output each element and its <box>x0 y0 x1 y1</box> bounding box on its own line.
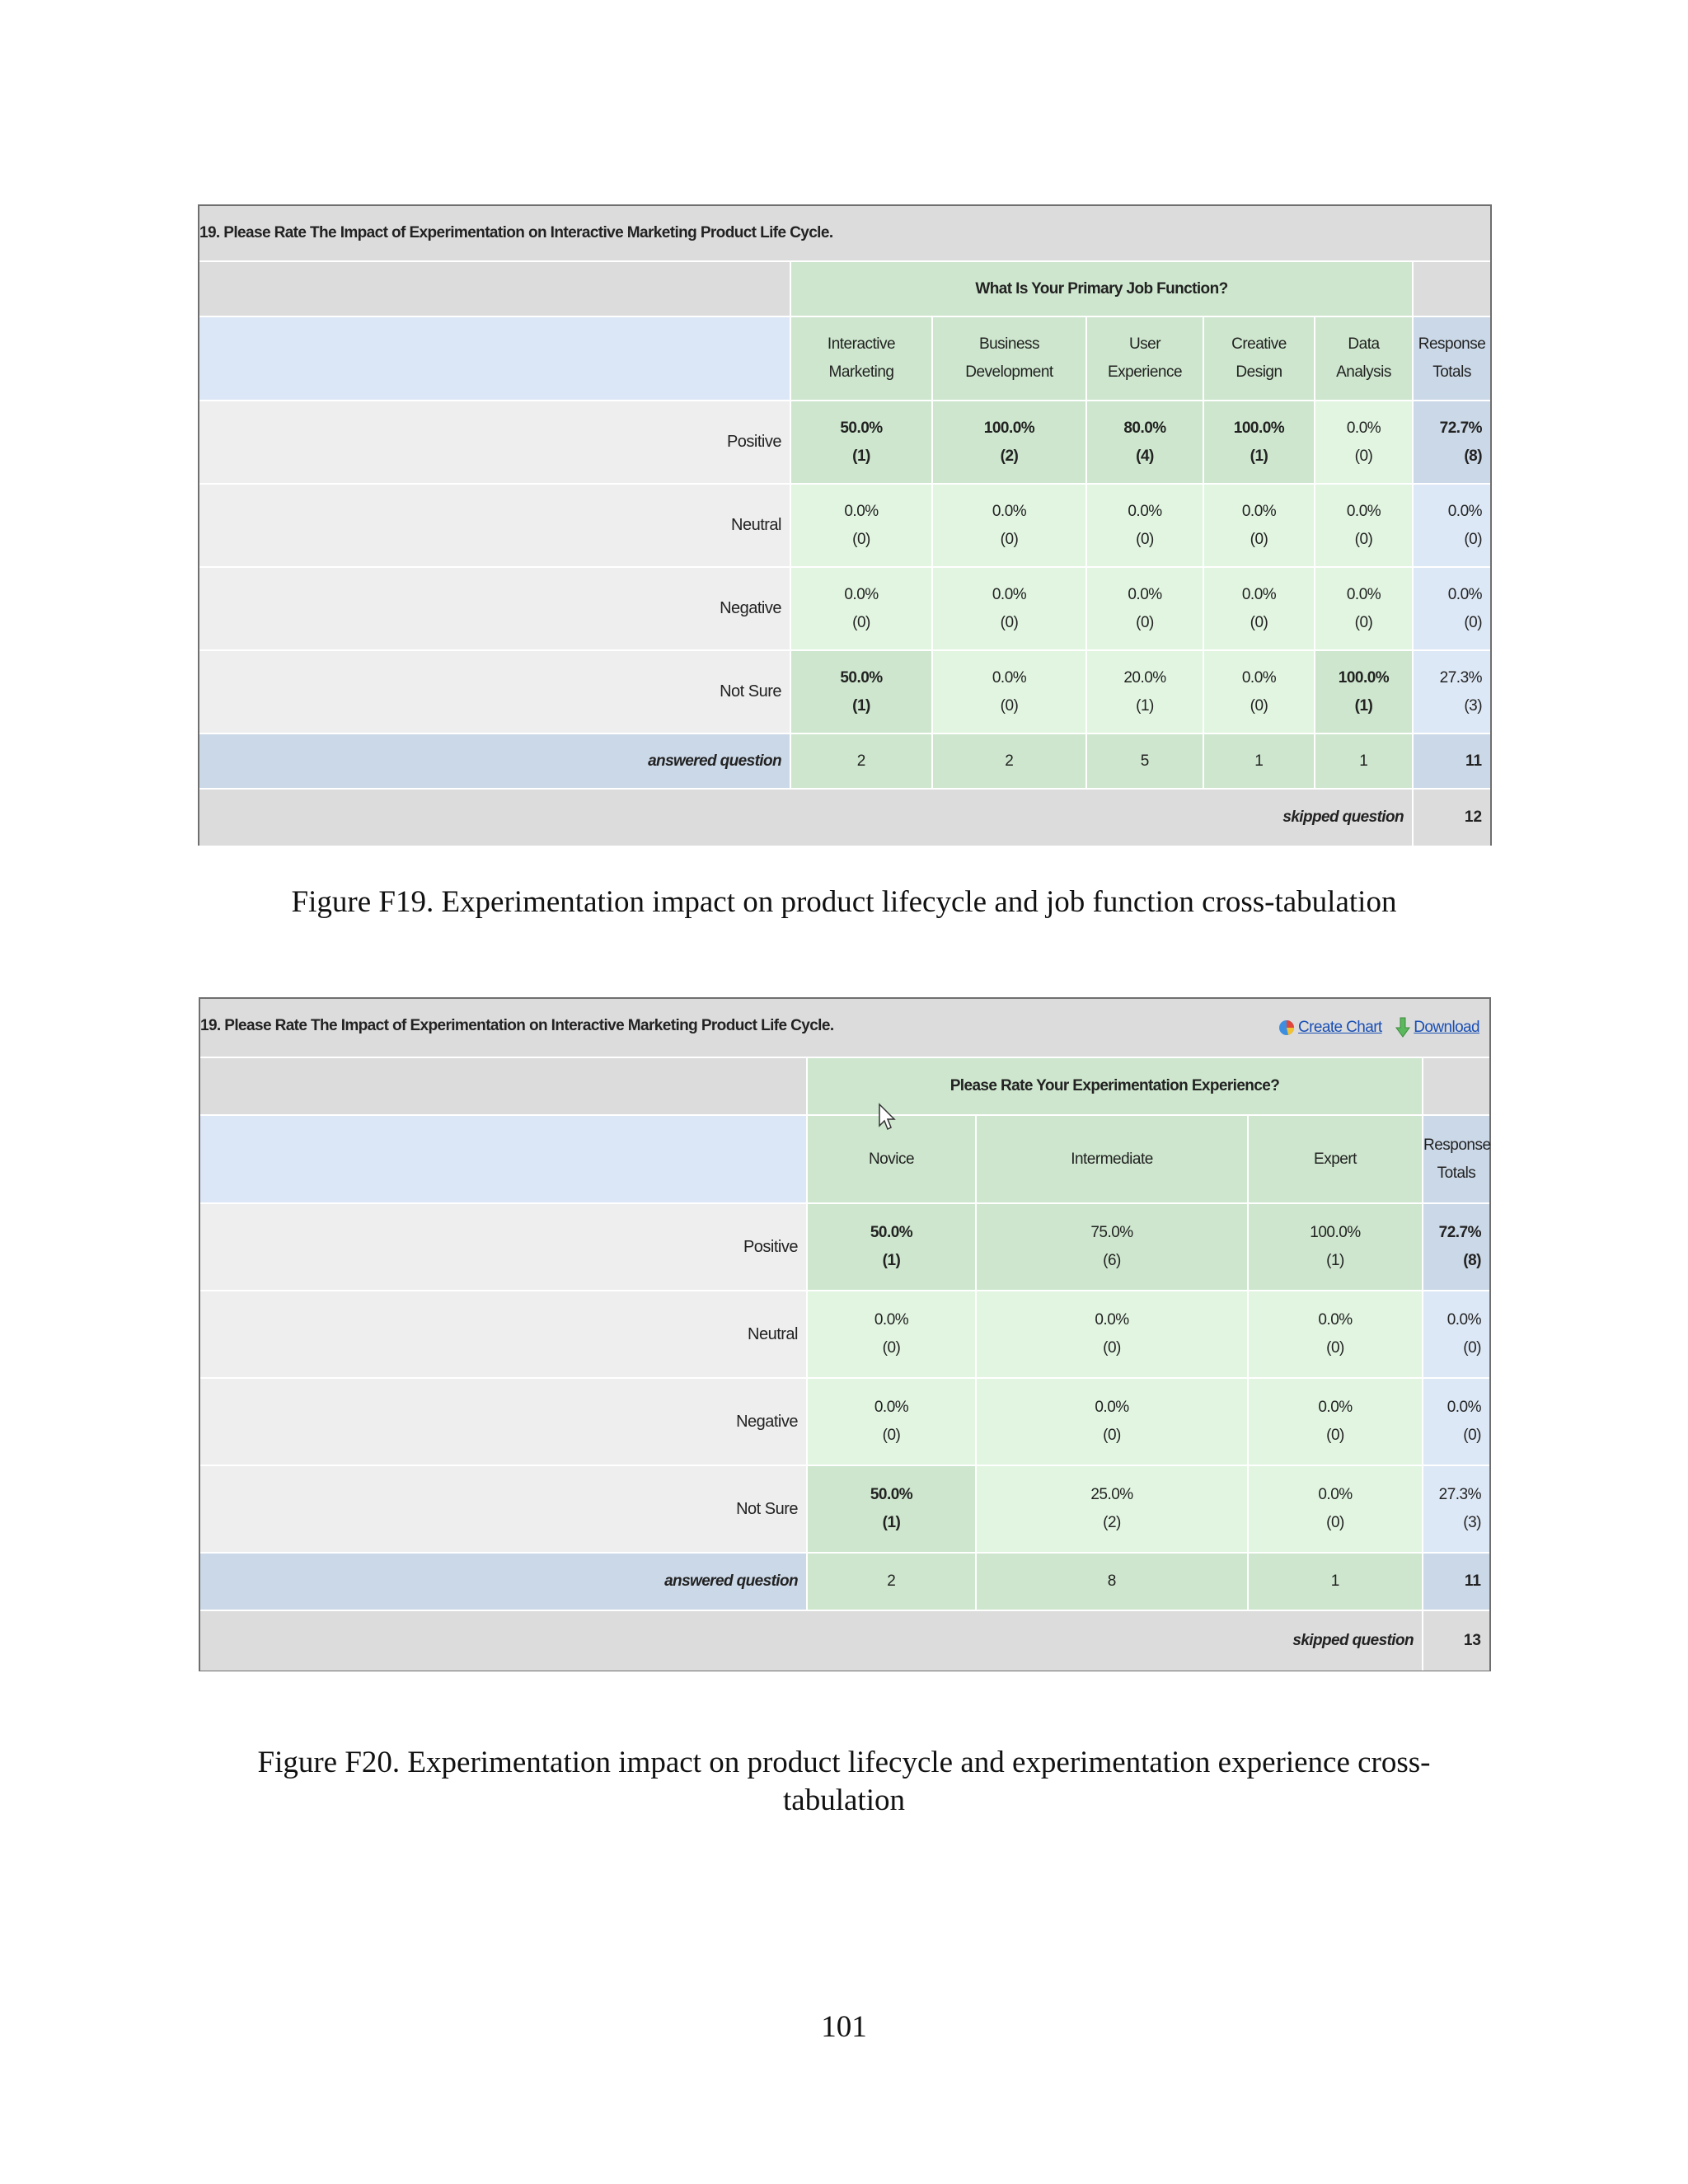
column-header: Expert <box>1249 1116 1423 1204</box>
row-total: 27.3% (3) <box>1423 1466 1489 1554</box>
row-label: Not Sure <box>200 1466 808 1554</box>
row-total: 27.3% (3) <box>1414 651 1490 734</box>
page-number: 101 <box>821 2010 867 2044</box>
table-cell: 0.0% (0) <box>1204 651 1315 734</box>
column-header: Intermediate <box>977 1116 1249 1204</box>
table-cell: 20.0% (1) <box>1087 651 1204 734</box>
row-label: Neutral <box>200 1291 808 1379</box>
skipped-question-label: skipped question <box>200 1611 1423 1671</box>
create-chart-link[interactable]: Create Chart <box>1298 1019 1382 1037</box>
answered-count: 2 <box>791 734 933 790</box>
answered-question-label: answered question <box>199 734 791 790</box>
table-cell: 100.0% (1) <box>1315 651 1414 734</box>
table-cell: 80.0% (4) <box>1087 401 1204 485</box>
table-row <box>200 1379 1489 1466</box>
row-total: 0.0% (0) <box>1414 485 1490 568</box>
table-cell: 0.0% (0) <box>1249 1466 1423 1554</box>
answered-count: 5 <box>1087 734 1204 790</box>
row-total: 72.7% (8) <box>1423 1204 1489 1291</box>
table-cell: 0.0% (0) <box>933 651 1087 734</box>
response-totals-header: Response Totals <box>1414 317 1490 401</box>
figure-caption: Figure F20. Experimentation impact on product lifecycle and experimentation experience cross- tabulation <box>257 1746 1431 1817</box>
table-cell: 0.0% (0) <box>933 568 1087 651</box>
row-total: 72.7% (8) <box>1414 401 1490 485</box>
answered-row <box>199 734 1490 790</box>
table-cell: 50.0% (1) <box>791 651 933 734</box>
table-cell: 50.0% (1) <box>791 401 933 485</box>
row-label: Neutral <box>199 485 791 568</box>
skipped-question-label: skipped question <box>199 790 1414 846</box>
mouse-pointer-icon <box>878 1103 896 1132</box>
row-label: Positive <box>199 401 791 485</box>
answered-count: 1 <box>1249 1554 1423 1611</box>
skipped-count: 12 <box>1414 790 1490 846</box>
table-cell: 0.0% (0) <box>1315 401 1414 485</box>
table-cell: 0.0% (0) <box>1087 485 1204 568</box>
crosstab-experience-screenshot <box>199 997 1491 1671</box>
table-cell: 0.0% (0) <box>1315 485 1414 568</box>
table-cell: 0.0% (0) <box>1315 568 1414 651</box>
row-label: Not Sure <box>199 651 791 734</box>
response-totals-header: Response Totals <box>1423 1116 1489 1204</box>
table-cell: 100.0% (2) <box>933 401 1087 485</box>
row-label: Negative <box>200 1379 808 1466</box>
skipped-row <box>200 1611 1489 1671</box>
table-cell: 0.0% (0) <box>1204 485 1315 568</box>
figure-caption: Figure F19. Experimentation impact on product lifecycle and job function cross-tabulation <box>291 885 1397 919</box>
table-cell: 0.0% (0) <box>1087 568 1204 651</box>
answered-count: 1 <box>1315 734 1414 790</box>
row-total: 0.0% (0) <box>1414 568 1490 651</box>
download-link[interactable]: Download <box>1414 1019 1479 1037</box>
answered-row <box>200 1554 1489 1611</box>
table-row <box>199 485 1490 568</box>
table-row <box>200 1204 1489 1291</box>
crosstab-table <box>199 206 1490 846</box>
skipped-row <box>199 790 1490 846</box>
crosstab-table <box>200 999 1489 1671</box>
column-header: User Experience <box>1087 317 1204 401</box>
table-cell: 0.0% (0) <box>1204 568 1315 651</box>
group-header: What Is Your Primary Job Function? <box>791 262 1414 317</box>
table-cell: 0.0% (0) <box>791 568 933 651</box>
table-cell: 50.0% (1) <box>808 1204 977 1291</box>
column-header: Novice <box>808 1116 977 1204</box>
table-row <box>199 568 1490 651</box>
answered-count: 2 <box>933 734 1087 790</box>
table-row <box>200 1466 1489 1554</box>
download-arrow-icon <box>1395 1017 1410 1038</box>
table-cell: 75.0% (6) <box>977 1204 1249 1291</box>
group-header: Please Rate Your Experimentation Experience? <box>808 1058 1423 1116</box>
table-cell: 0.0% (0) <box>791 485 933 568</box>
row-label: Positive <box>200 1204 808 1291</box>
table-cell: 0.0% (0) <box>1249 1379 1423 1466</box>
column-header: Business Development <box>933 317 1087 401</box>
table-cell: 0.0% (0) <box>977 1291 1249 1379</box>
column-header: Interactive Marketing <box>791 317 933 401</box>
table-cell: 0.0% (0) <box>808 1291 977 1379</box>
chart-icon <box>1278 1018 1295 1038</box>
table-cell: 25.0% (2) <box>977 1466 1249 1554</box>
answered-count: 2 <box>808 1554 977 1611</box>
table-cell: 0.0% (0) <box>1249 1291 1423 1379</box>
column-header: Data Analysis <box>1315 317 1414 401</box>
table-cell: 100.0% (1) <box>1249 1204 1423 1291</box>
crosstab-job-function-screenshot <box>198 204 1492 846</box>
answered-total: 11 <box>1423 1554 1489 1611</box>
answered-question-label: answered question <box>200 1554 808 1611</box>
table-cell: 50.0% (1) <box>808 1466 977 1554</box>
table-cell: 0.0% (0) <box>933 485 1087 568</box>
table-cell: 0.0% (0) <box>808 1379 977 1466</box>
question-title: 19. Please Rate The Impact of Experimentation on Interactive Marketing Product Life Cycle. <box>200 1017 834 1034</box>
table-row <box>199 651 1490 734</box>
row-total: 0.0% (0) <box>1423 1291 1489 1379</box>
row-total: 0.0% (0) <box>1423 1379 1489 1466</box>
skipped-count: 13 <box>1423 1611 1489 1671</box>
column-header: Creative Design <box>1204 317 1315 401</box>
question-title: 19. Please Rate The Impact of Experimentation on Interactive Marketing Product Life Cycle. <box>199 206 1490 262</box>
answered-count: 1 <box>1204 734 1315 790</box>
table-row <box>199 401 1490 485</box>
table-row <box>200 1291 1489 1379</box>
answered-total: 11 <box>1414 734 1490 790</box>
table-toolbar <box>1268 1017 1489 1038</box>
table-cell: 0.0% (0) <box>977 1379 1249 1466</box>
answered-count: 8 <box>977 1554 1249 1611</box>
row-label: Negative <box>199 568 791 651</box>
table-cell: 100.0% (1) <box>1204 401 1315 485</box>
